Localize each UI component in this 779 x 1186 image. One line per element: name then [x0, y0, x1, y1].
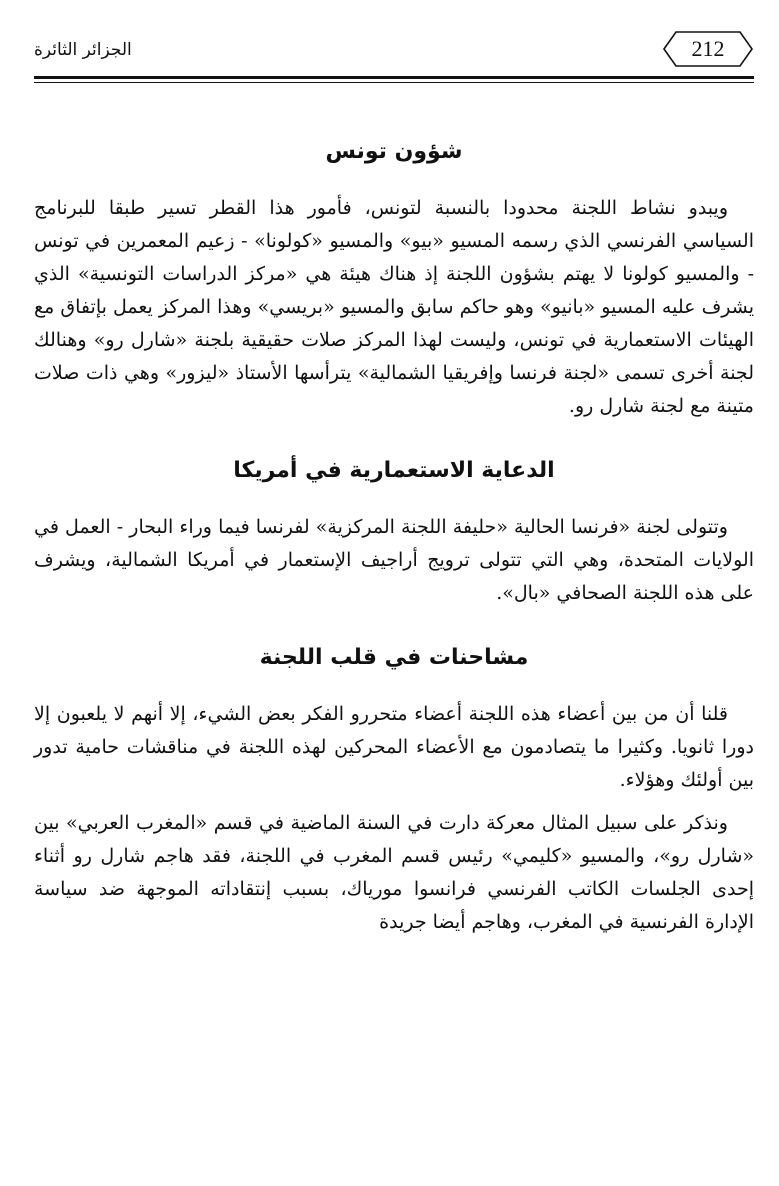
section-heading-america: الدعاية الاستعمارية في أمريكا: [233, 458, 555, 483]
running-header: [34, 28, 754, 76]
paragraph: وتتولى لجنة «فرنسا الحالية «حليفة اللجنة المركزية» لفرنسا فيما وراء البحار - العمل في الولايات المتحدة، وهي التي تتولى ترويج أراجيف الإستعمار في أمريكا الشمالية، ويشرف على هذه اللجنة الصحافي «بال».: [34, 516, 754, 604]
page-number: 212: [691, 36, 725, 61]
header-rule-thin: [34, 82, 754, 83]
paragraph: ونذكر على سبيل المثال معركة دارت في السنة الماضية في قسم «المغرب العربي» بين «شارل رو»، والمسيو «كليمي» رئيس قسم المغرب في اللجنة، فقد هاجم شارل رو أثناء إحدى الجلسات الكاتب الفرنسي فرانسوا مورياك، بسبب إنتقاداته الموجهة ضد سياسة الإدارة الفرنسية في المغرب، وهاجم أيضا جريدة: [34, 812, 754, 933]
running-title: الجزائر الثائرة: [34, 40, 132, 60]
page-content: [34, 120, 754, 949]
page-number-badge: [662, 30, 754, 68]
section-heading-tunisia: شؤون تونس: [325, 139, 463, 164]
header-rule-thick: [34, 76, 754, 79]
section-heading-disputes: مشاحنات في قلب اللجنة: [259, 645, 529, 670]
paragraph: قلنا أن من بين أعضاء هذه اللجنة أعضاء متحررو الفكر بعض الشيء، إلا أنهم لا يلعبون إلا دورا ثانويا. وكثيرا ما يتصادمون مع الأعضاء المحركين لهذه اللجنة في مناقشات حامية تدور بين أولئك وهؤلاء.: [34, 703, 754, 791]
paragraph: ويبدو نشاط اللجنة محدودا بالنسبة لتونس، فأمور هذا القطر تسير طبقا للبرنامج السياسي الفرنسي الذي رسمه المسيو «بيو» والمسيو «كولونا» - زعيم المعمرين في تونس - والمسيو كولونا لا يهتم بشؤون اللجنة إذ هناك هيئة هي «مركز الدراسات التونسية» الذي يشرف عليه المسيو «بانيو» وهو حاكم سابق والمسيو «بريسي» وهذا المركز يعمل بإتفاق مع الهيئات الاستعمارية في تونس، وليست لهذا المركز صلات حقيقية بلجنة «شارل رو» وهنالك لجنة أخرى تسمى «لجنة فرنسا وإفريقيا الشمالية» يترأسها الأستاذ «ليزور» وهي ذات صلات متينة مع لجنة شارل رو.: [34, 197, 754, 417]
